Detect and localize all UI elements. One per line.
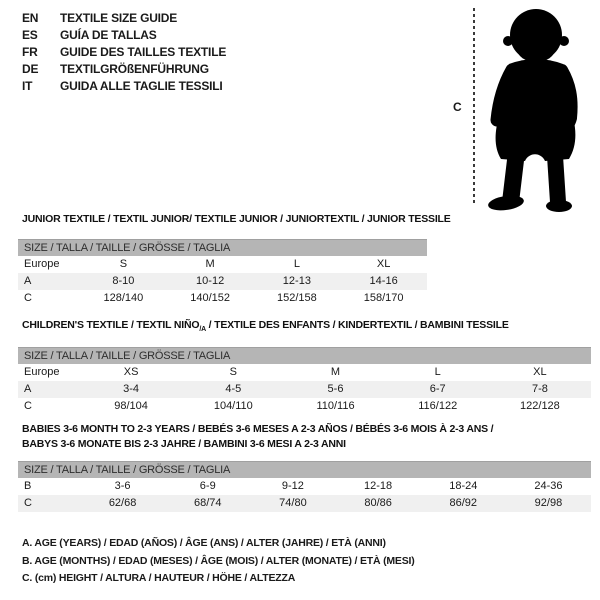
language-title: TEXTILGRÖßENFÜHRUNG: [60, 62, 209, 76]
language-row: [22, 44, 226, 61]
language-row: [22, 27, 226, 44]
heading-line: BABYS 3-6 MONATE BIS 2-3 JAHRE / BAMBINI 3-6 MESI A 2-3 ANNI: [22, 438, 346, 450]
row-label: Europe: [24, 258, 60, 270]
section-heading-children: [22, 319, 509, 333]
table-cell: 24-36: [534, 480, 563, 492]
table-cell: 98/104: [114, 400, 148, 412]
table-row: [18, 256, 427, 273]
table-cell: 104/110: [213, 400, 253, 412]
row-label: Europe: [24, 366, 60, 378]
row-label: C: [24, 400, 32, 412]
section-heading-junior: JUNIOR TEXTILE / TEXTIL JUNIOR/ TEXTILE JUNIOR / JUNIORTEXTIL / JUNIOR TESSILE: [22, 213, 451, 225]
table-cell: 12-18: [364, 480, 393, 492]
height-measure-dashed-line: [473, 8, 475, 206]
table-cell: 80/86: [364, 497, 392, 509]
table-rows: [18, 364, 591, 415]
table-row: [18, 381, 591, 398]
table-cell: 6-9: [199, 480, 216, 492]
table-cell: 122/128: [520, 400, 560, 412]
footnotes: [22, 535, 415, 588]
size-header-bar: SIZE / TALLA / TAILLE / GRÖSSE / TAGLIA: [18, 461, 591, 478]
language-code: FR: [22, 45, 38, 59]
table-cell: 68/74: [193, 497, 222, 509]
table-cell: 110/116: [316, 400, 355, 412]
table-cell: 18-24: [449, 480, 478, 492]
height-measure-label: C: [453, 100, 462, 114]
row-label: C: [24, 292, 32, 304]
table-row: [18, 273, 427, 290]
table-cell: 9-12: [281, 480, 304, 492]
language-row: [22, 10, 226, 27]
table-cell: 140/152: [190, 292, 230, 304]
table-cell: XL: [533, 366, 547, 378]
table-cell: 116/122: [418, 400, 458, 412]
table-cell: 128/140: [103, 292, 144, 304]
table-cell: 92/98: [534, 497, 563, 509]
size-table-junior: [18, 239, 427, 307]
language-row: [22, 61, 226, 78]
table-cell: M: [205, 258, 215, 270]
table-cell: 3-6: [114, 480, 131, 492]
table-cell: XL: [376, 258, 391, 270]
table-cell: S: [229, 366, 237, 378]
footnote-a: A. AGE (YEARS) / EDAD (AÑOS) / ÂGE (ANS) / ALTER (JAHRE) / ETÀ (ANNI): [22, 537, 386, 549]
table-cell: 86/92: [449, 497, 478, 509]
language-code: ES: [22, 28, 38, 42]
table-cell: 5-6: [327, 383, 344, 395]
table-cell: XS: [123, 366, 139, 378]
language-row: [22, 78, 226, 95]
table-rows: [18, 478, 591, 512]
table-cell: L: [293, 258, 300, 270]
table-cell: L: [434, 366, 441, 378]
section-heading-babies: [22, 422, 493, 452]
table-cell: 152/158: [276, 292, 317, 304]
row-label: C: [24, 497, 32, 509]
row-label: A: [24, 383, 32, 395]
size-table-children: [18, 347, 591, 415]
table-cell: 3-4: [123, 383, 140, 395]
language-title: TEXTILE SIZE GUIDE: [60, 11, 178, 25]
table-cell: M: [330, 366, 341, 378]
heading-text: / TEXTILE DES ENFANTS / KINDERTEXTIL / BAMBINI TESSILE: [205, 319, 509, 331]
heading-line: BABIES 3-6 MONTH TO 2-3 YEARS / BEBÉS 3-6 MESES A 2-3 AÑOS / BÉBÉS 3-6 MOIS À 2-3 ANS /: [22, 423, 494, 435]
footnote-c: C. (cm) HEIGHT / ALTURA / HAUTEUR / HÖHE / ALTEZZA: [22, 572, 296, 584]
table-cell: 4-5: [225, 383, 242, 395]
size-header-bar: SIZE / TALLA / TAILLE / GRÖSSE / TAGLIA: [18, 347, 591, 364]
table-cell: 74/80: [279, 497, 307, 509]
heading-subscript: /A: [199, 326, 206, 334]
table-cell: 158/170: [363, 292, 404, 304]
table-row: [18, 495, 591, 512]
table-cell: 6-7: [429, 383, 446, 395]
table-cell: 10-12: [196, 275, 225, 287]
table-row: [18, 398, 591, 415]
baby-toddler-silhouette-icon: [479, 6, 596, 213]
size-header-bar: SIZE / TALLA / TAILLE / GRÖSSE / TAGLIA: [18, 239, 427, 256]
language-code: IT: [22, 79, 33, 93]
table-row: [18, 478, 591, 495]
table-cell: S: [119, 258, 128, 270]
table-cell: 7-8: [531, 383, 548, 395]
table-cell: 8-10: [112, 275, 135, 287]
table-row: [18, 290, 427, 307]
footnote-b: B. AGE (MONTHS) / EDAD (MESES) / ÂGE (MOIS) / ALTER (MONATE) / ETÀ (MESI): [22, 554, 415, 567]
heading-text: CHILDREN'S TEXTILE / TEXTIL NIÑO: [22, 319, 200, 331]
language-title: GUIDA ALLE TAGLIE TESSILI: [60, 79, 223, 93]
table-rows: [18, 256, 427, 307]
language-title-list: [22, 10, 226, 95]
table-cell: 62/68: [108, 497, 137, 509]
language-title: GUIDE DES TAILLES TEXTILE: [60, 45, 227, 59]
row-label: A: [24, 275, 32, 287]
language-title: GUÍA DE TALLAS: [60, 28, 157, 42]
table-cell: 12-13: [282, 275, 311, 287]
table-cell: 14-16: [369, 275, 398, 287]
language-code: EN: [22, 11, 39, 25]
size-table-babies: [18, 461, 591, 512]
row-label: B: [24, 480, 32, 492]
table-row: [18, 364, 591, 381]
language-code: DE: [22, 62, 39, 76]
